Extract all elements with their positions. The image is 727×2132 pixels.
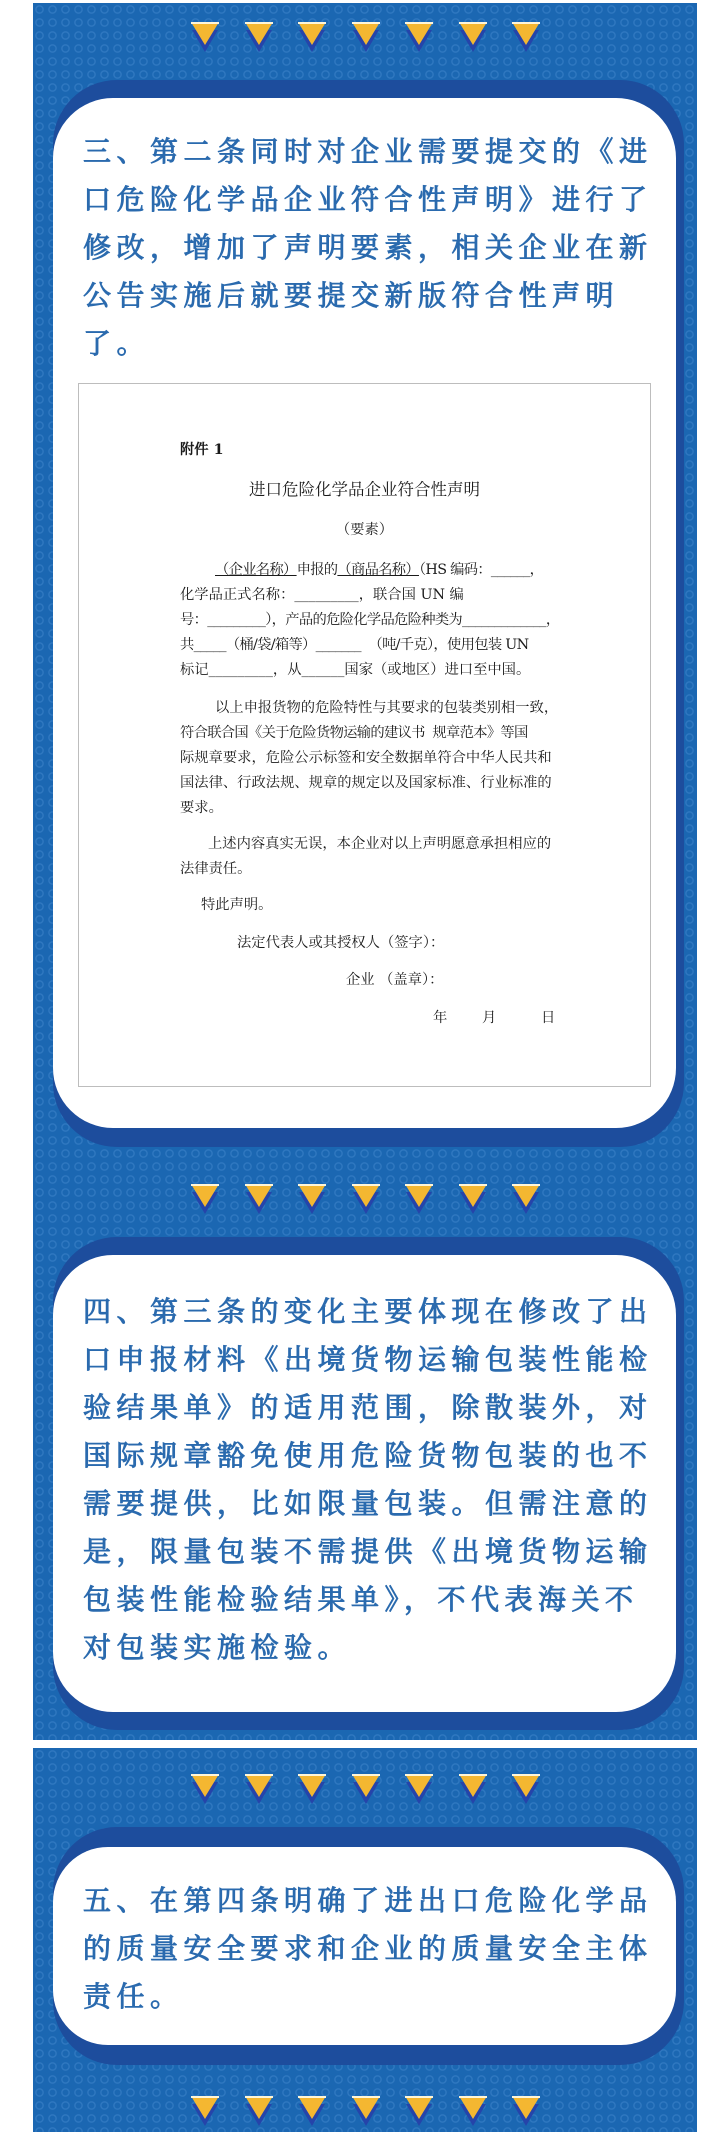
down-triangle-icon (245, 1184, 273, 1214)
para3-line: 法律责任。 (180, 861, 252, 877)
text-line: 的质量安全要求和企业的质量安全主体 (83, 1932, 653, 1965)
para1-line4: 共_____（桶/袋/箱等）_______ （吨/千克），使用包装 UN (180, 637, 529, 653)
para2-line: 要求。 (180, 800, 223, 816)
date-year: 年 (433, 1010, 448, 1026)
date-month: 月 (482, 1010, 497, 1026)
down-triangle-icon (298, 1184, 326, 1214)
section-5-text (83, 1877, 663, 2021)
text-line: 公告实施后就要提交新版符合性声明 (83, 279, 620, 312)
text-line: 国际规章豁免使用危险货物包装的也不 (83, 1439, 653, 1472)
text-line: 修改，增加了声明要素，相关企业在新 (83, 231, 653, 264)
section-card-4 (53, 1255, 676, 1712)
product-name-field: （商品名称） (337, 562, 419, 578)
attachment-label: 附件 1 (180, 442, 224, 458)
para1-line3: 号：_________），产品的危险化学品危险种类为_____________， (180, 612, 560, 628)
down-triangle-icon (191, 1184, 219, 1214)
para3-line: 上述内容真实无误，本企业对以上声明愿意承担相应的 (208, 836, 552, 852)
document-subtitle: （要素） (335, 522, 394, 538)
down-triangle-icon (245, 22, 273, 52)
arrow-divider (0, 2096, 727, 2130)
down-triangle-icon (245, 2096, 273, 2126)
down-triangle-icon (405, 1184, 433, 1214)
declaration-document (78, 383, 651, 1087)
para1-line5: 标记_________，从______国家（或地区）进口至中国。 (180, 662, 531, 678)
signer-line: 法定代表人或其授权人（签字）： (237, 935, 445, 951)
down-triangle-icon (352, 1774, 380, 1804)
text-line: 对包装实施检验。 (83, 1631, 352, 1664)
para1-line1 (215, 559, 543, 581)
text-line: 是，限量包装不需提供《出境货物运输 (83, 1535, 653, 1568)
down-triangle-icon (459, 1184, 487, 1214)
down-triangle-icon (352, 1184, 380, 1214)
arrow-divider (0, 22, 727, 56)
down-triangle-icon (459, 2096, 487, 2126)
down-triangle-icon (512, 1184, 540, 1214)
text-line: 五、在第四条明确了进出口危险化学品 (83, 1884, 653, 1917)
down-triangle-icon (512, 22, 540, 52)
section-4-text (83, 1288, 663, 1672)
down-triangle-icon (191, 1774, 219, 1804)
para2-line: 国法律、行政法规、规章的规定以及国家标准、行业标准的 (180, 775, 552, 791)
hs-code-field: （HS 编码：______， (418, 562, 544, 578)
down-triangle-icon (405, 22, 433, 52)
text-line: 了。 (83, 327, 151, 360)
text-line: 责任。 (83, 1980, 184, 2013)
down-triangle-icon (405, 2096, 433, 2126)
declare-text: 特此声明。 (201, 897, 273, 913)
text-line: 包装性能检验结果单》，不代表海关不 (83, 1583, 639, 1616)
document-title: 进口危险化学品企业符合性声明 (249, 480, 480, 499)
arrow-divider (0, 1774, 727, 1808)
text-segment: 申报的 (296, 562, 338, 578)
section-card-5 (53, 1847, 676, 2045)
down-triangle-icon (352, 22, 380, 52)
text-line: 需要提供，比如限量包装。但需注意的 (83, 1487, 653, 1520)
para2-line: 以上申报货物的危险特性与其要求的包装类别相一致， (215, 700, 559, 716)
down-triangle-icon (298, 1774, 326, 1804)
arrow-divider (0, 1184, 727, 1218)
seal-line: 企业 （盖章）： (346, 972, 444, 988)
down-triangle-icon (459, 1774, 487, 1804)
down-triangle-icon (298, 2096, 326, 2126)
para2-line: 际规章要求，危险公示标签和安全数据单符合中华人民共和 (180, 750, 552, 766)
text-line: 口危险化学品企业符合性声明》进行了 (83, 183, 653, 216)
down-triangle-icon (512, 2096, 540, 2126)
text-line: 验结果单》的适用范围，除散装外，对 (83, 1391, 653, 1424)
text-line: 四、第三条的变化主要体现在修改了出 (83, 1295, 653, 1328)
section-3-text (83, 128, 663, 368)
down-triangle-icon (191, 22, 219, 52)
down-triangle-icon (512, 1774, 540, 1804)
company-name-field: （企业名称） (215, 562, 297, 578)
down-triangle-icon (191, 2096, 219, 2126)
text-line: 三、第二条同时对企业需要提交的《进 (83, 135, 653, 168)
down-triangle-icon (245, 1774, 273, 1804)
down-triangle-icon (405, 1774, 433, 1804)
down-triangle-icon (459, 22, 487, 52)
date-day: 日 (541, 1010, 556, 1026)
down-triangle-icon (352, 2096, 380, 2126)
para2-line: 符合联合国《关于危险货物运输的建议书 规章范本》等国 (180, 725, 528, 741)
para1-line2: 化学品正式名称：_________，联合国 UN 编 (180, 587, 464, 603)
down-triangle-icon (298, 22, 326, 52)
text-line: 口申报材料《出境货物运输包装性能检 (83, 1343, 653, 1376)
